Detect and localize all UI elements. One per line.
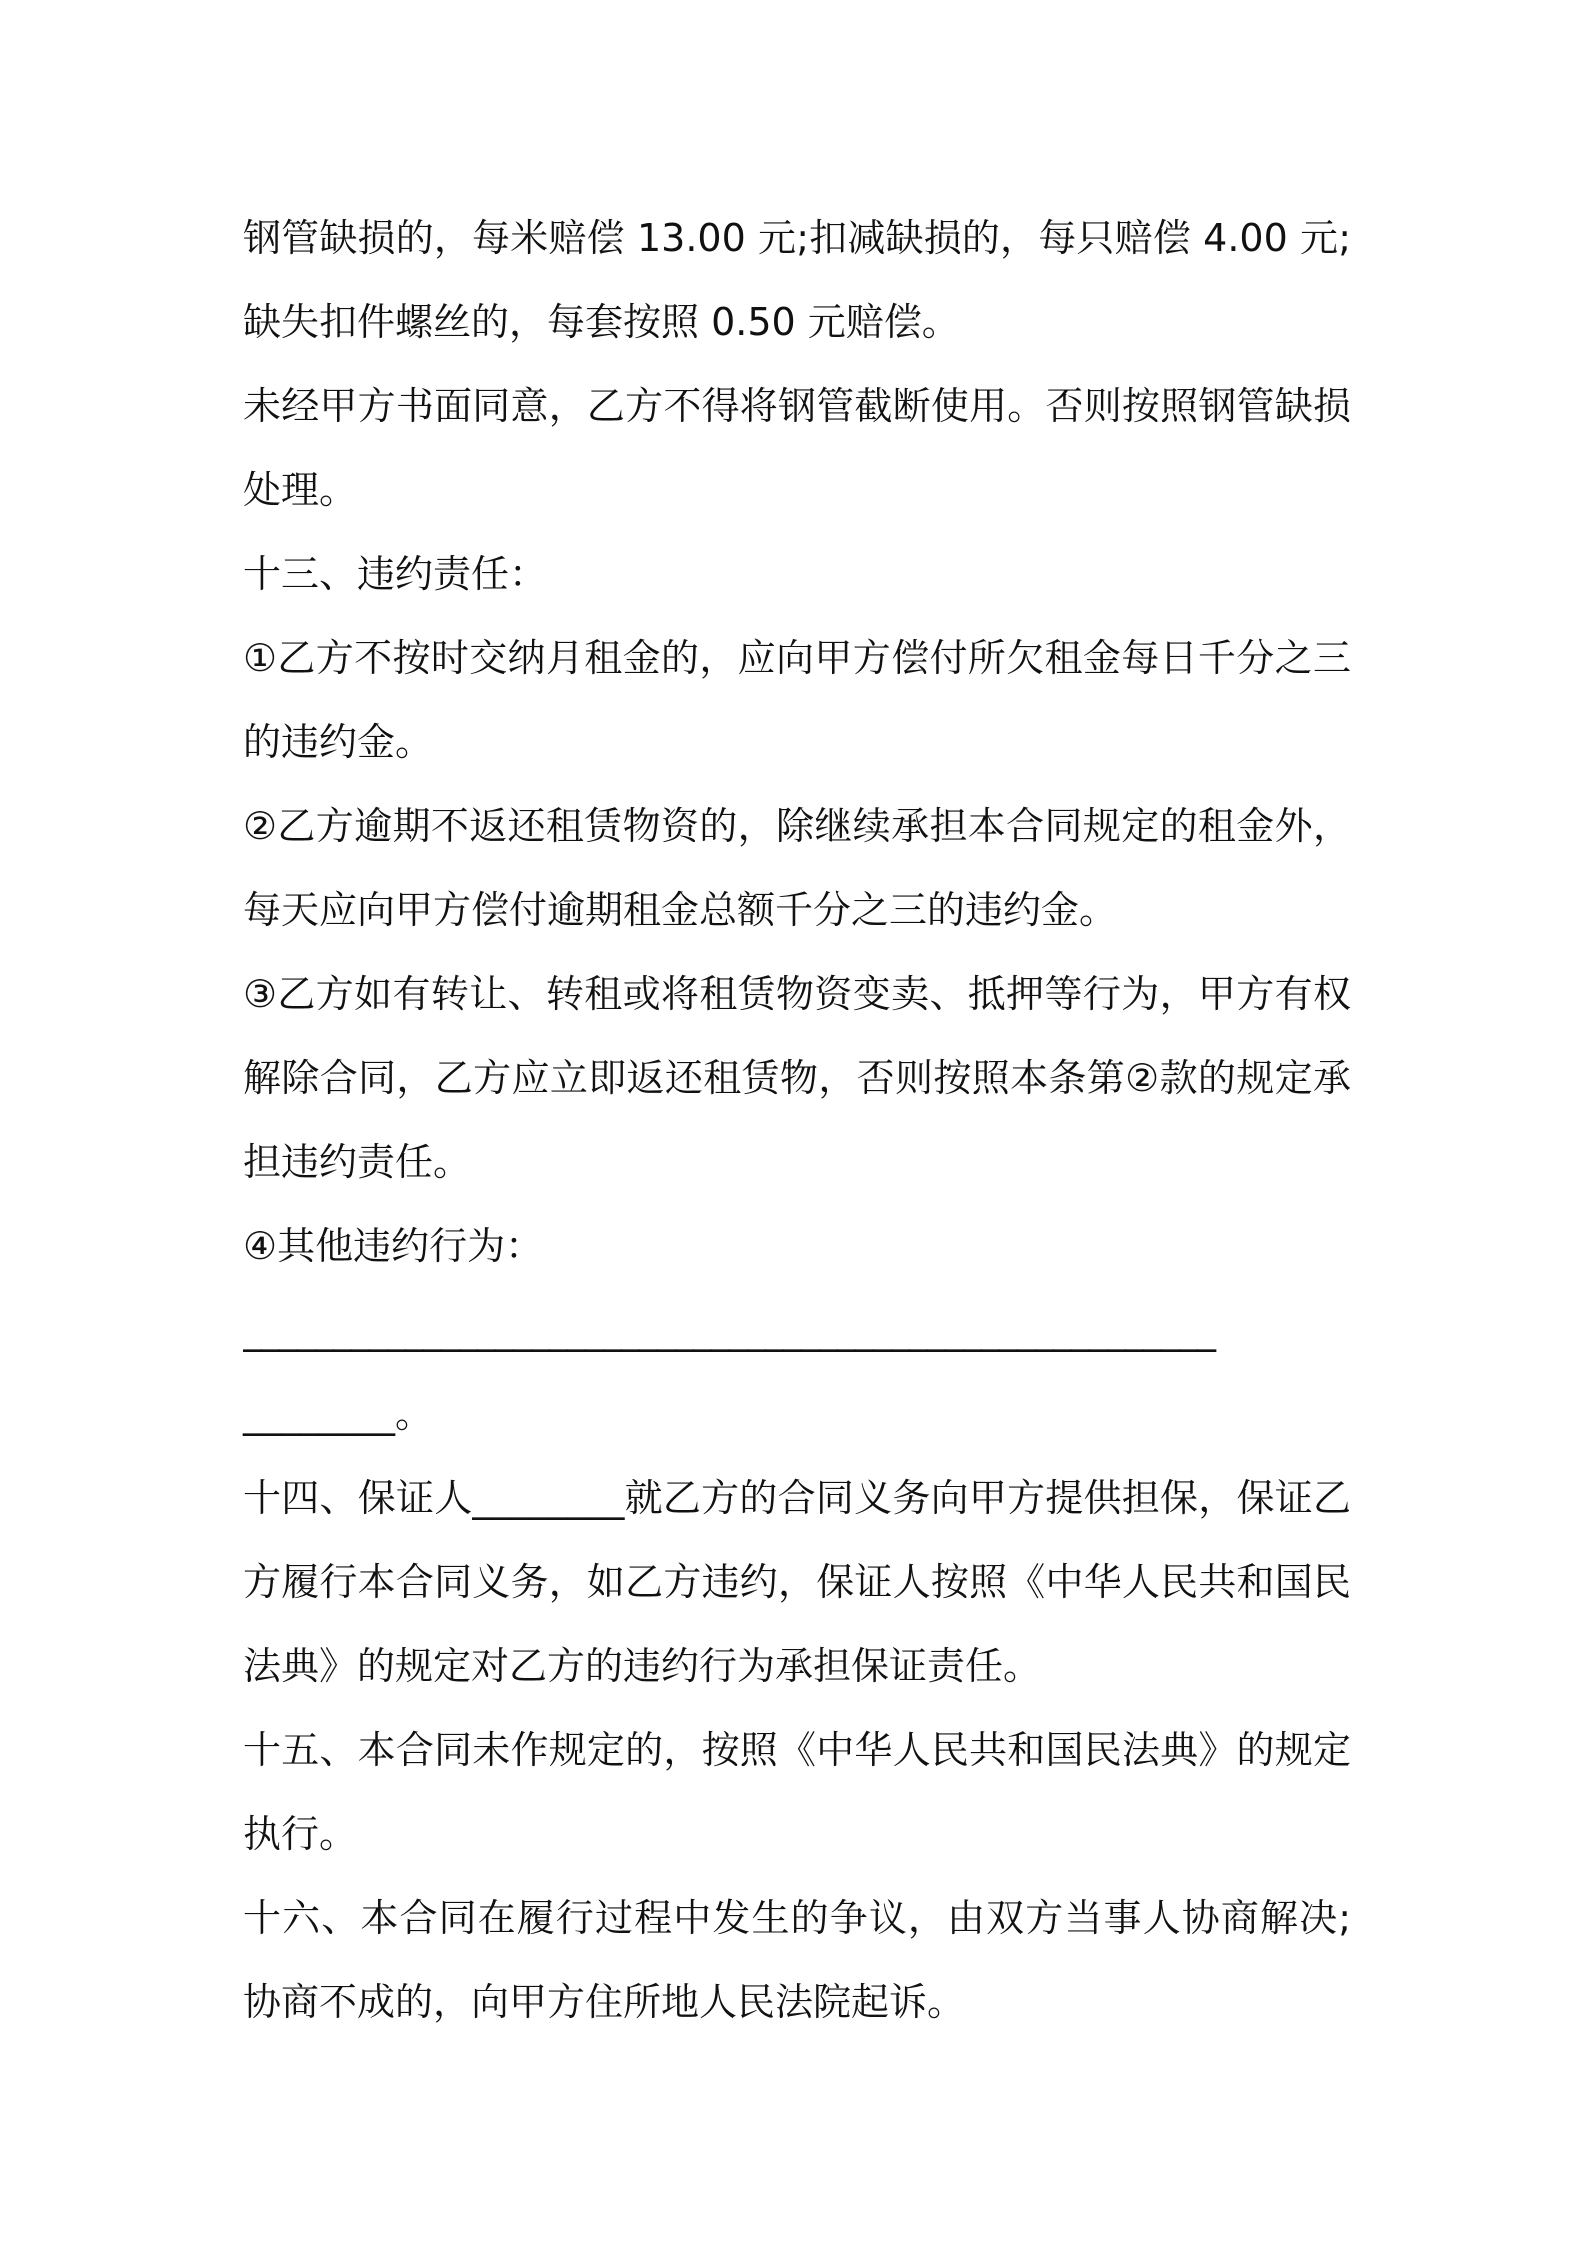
- clause-13-4: ④其他违约行为：: [243, 1224, 544, 1268]
- fill-in-blank-line: ______________________________________________________: [243, 1308, 1215, 1352]
- section-15-civil-code: 十五、本合同未作规定的，按照《中华人民共和国民法典》的规定执行。: [243, 1728, 1351, 1856]
- clause-13-2: ②乙方逾期不返还租赁物资的，除继续承担本合同规定的租金外，每天应向甲方偿付逾期租金总额千分之三的违约金。: [243, 804, 1351, 932]
- section-13-heading: 十三、违约责任：: [243, 552, 548, 596]
- paragraph-compensation-rates: 钢管缺损的，每米赔偿 13.00 元;扣减缺损的，每只赔偿 4.00 元;缺失扣件螺丝的，每套按照 0.50 元赔偿。: [243, 216, 1351, 344]
- fill-in-blank-end: ________。: [243, 1392, 434, 1436]
- section-14-guarantor: 十四、保证人________就乙方的合同义务向甲方提供担保，保证乙方履行本合同义务，如乙方违约，保证人按照《中华人民共和国民法典》的规定对乙方的违约行为承担保证责任。: [243, 1476, 1351, 1688]
- clause-13-1: ①乙方不按时交纳月租金的，应向甲方偿付所欠租金每日千分之三的违约金。: [243, 636, 1351, 764]
- clause-13-3: ③乙方如有转让、转租或将租赁物资变卖、抵押等行为，甲方有权解除合同，乙方应立即返还租赁物，否则按照本条第②款的规定承担违约责任。: [243, 972, 1351, 1184]
- section-16-disputes: 十六、本合同在履行过程中发生的争议，由双方当事人协商解决;协商不成的，向甲方住所地人民法院起诉。: [243, 1896, 1351, 2024]
- document-body: [243, 196, 1351, 2044]
- paragraph-no-cutting: 未经甲方书面同意，乙方不得将钢管截断使用。否则按照钢管缺损处理。: [243, 384, 1351, 512]
